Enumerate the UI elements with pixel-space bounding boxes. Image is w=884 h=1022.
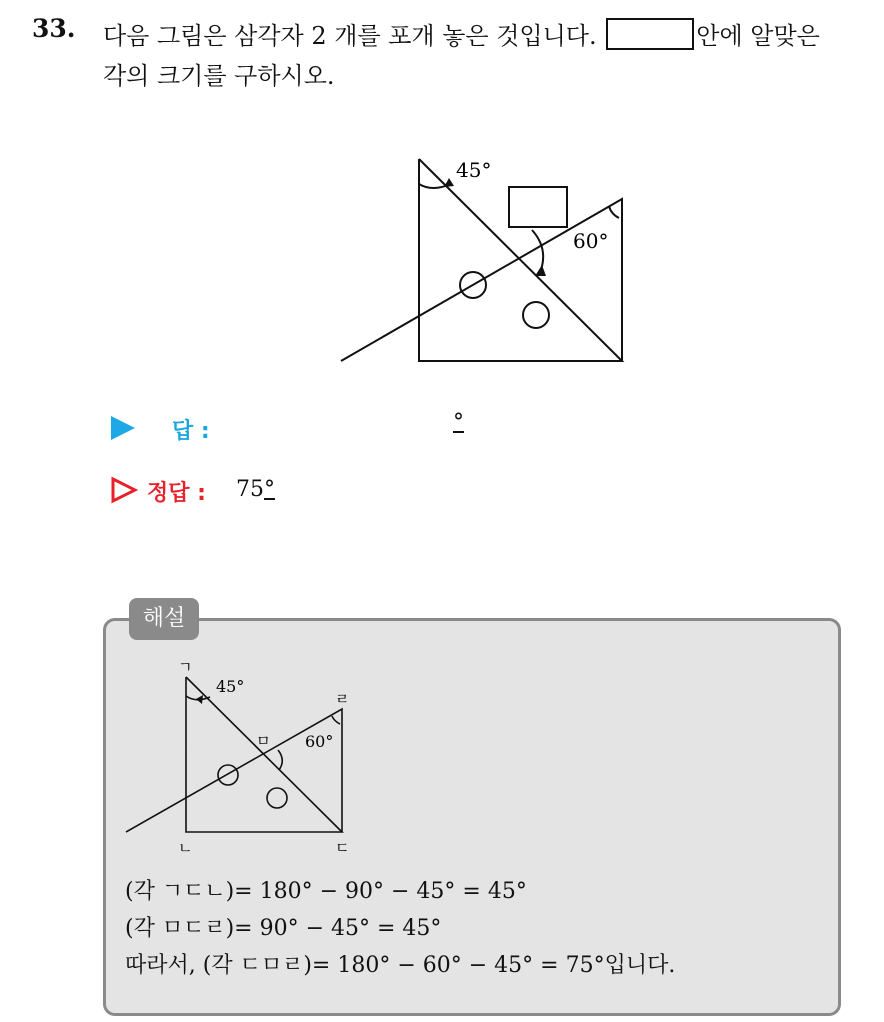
exp-label-g: ㄱ: [178, 660, 193, 676]
exp-label-n: ㄴ: [178, 839, 193, 857]
unknown-angle-box: [509, 187, 567, 227]
explanation-line-2: (각 ㅁㄷㄹ)= 90° − 45° = 45°: [125, 916, 442, 941]
question-number: 33.: [32, 14, 76, 43]
explanation-line-1: (각 ㄱㄷㄴ)= 180° − 90° − 45° = 45°: [125, 879, 527, 904]
triangle-60: [341, 199, 622, 361]
question-text-line2: 각의 크기를 구하시오.: [103, 62, 335, 90]
exp-angle-label-60: 60°: [305, 732, 334, 751]
explanation-figure: [120, 660, 370, 860]
angle-label-45: 45°: [456, 158, 492, 182]
question-text-part2: 안에 알맞은: [696, 22, 820, 50]
question-figure: [330, 150, 640, 370]
explanation-line-3: 따라서, (각 ㄷㅁㄹ)= 180° − 60° − 45° = 75°입니다.: [125, 953, 676, 978]
exp-arc-60: [332, 716, 340, 724]
correct-value-unit: °: [264, 477, 275, 502]
exp-circle-mark-right: [267, 788, 287, 808]
answer-unit: °: [453, 410, 464, 435]
exp-angle-label-45: 45°: [216, 677, 245, 696]
exp-arc-m: [278, 750, 282, 770]
exp-triangle-60: [126, 709, 342, 832]
question-text-part1: 다음 그림은 삼각자 2 개를 포개 놓은 것입니다.: [103, 22, 597, 50]
triangle-45: [419, 159, 622, 361]
angle-label-60: 60°: [573, 229, 609, 253]
question-text: [103, 16, 873, 96]
exp-label-r: ㄹ: [335, 690, 350, 708]
correct-value: [236, 477, 275, 502]
exp-label-d: ㄷ: [335, 839, 350, 857]
arc-60: [609, 206, 619, 218]
circle-mark-right: [523, 302, 549, 328]
exp-triangle-45: [186, 677, 342, 832]
correct-arrow-icon: [110, 476, 138, 504]
correct-label: 정답 :: [147, 481, 206, 506]
exp-circle-mark-left: [218, 765, 238, 785]
correct-value-number: 75: [236, 477, 264, 502]
answer-blank-box: [606, 18, 694, 50]
explanation-tag: 해설: [129, 598, 199, 640]
exp-label-m: ㅁ: [256, 732, 271, 750]
answer-label: 답 :: [172, 419, 210, 444]
answer-input[interactable]: [230, 410, 450, 444]
answer-arrow-icon: [111, 416, 135, 440]
